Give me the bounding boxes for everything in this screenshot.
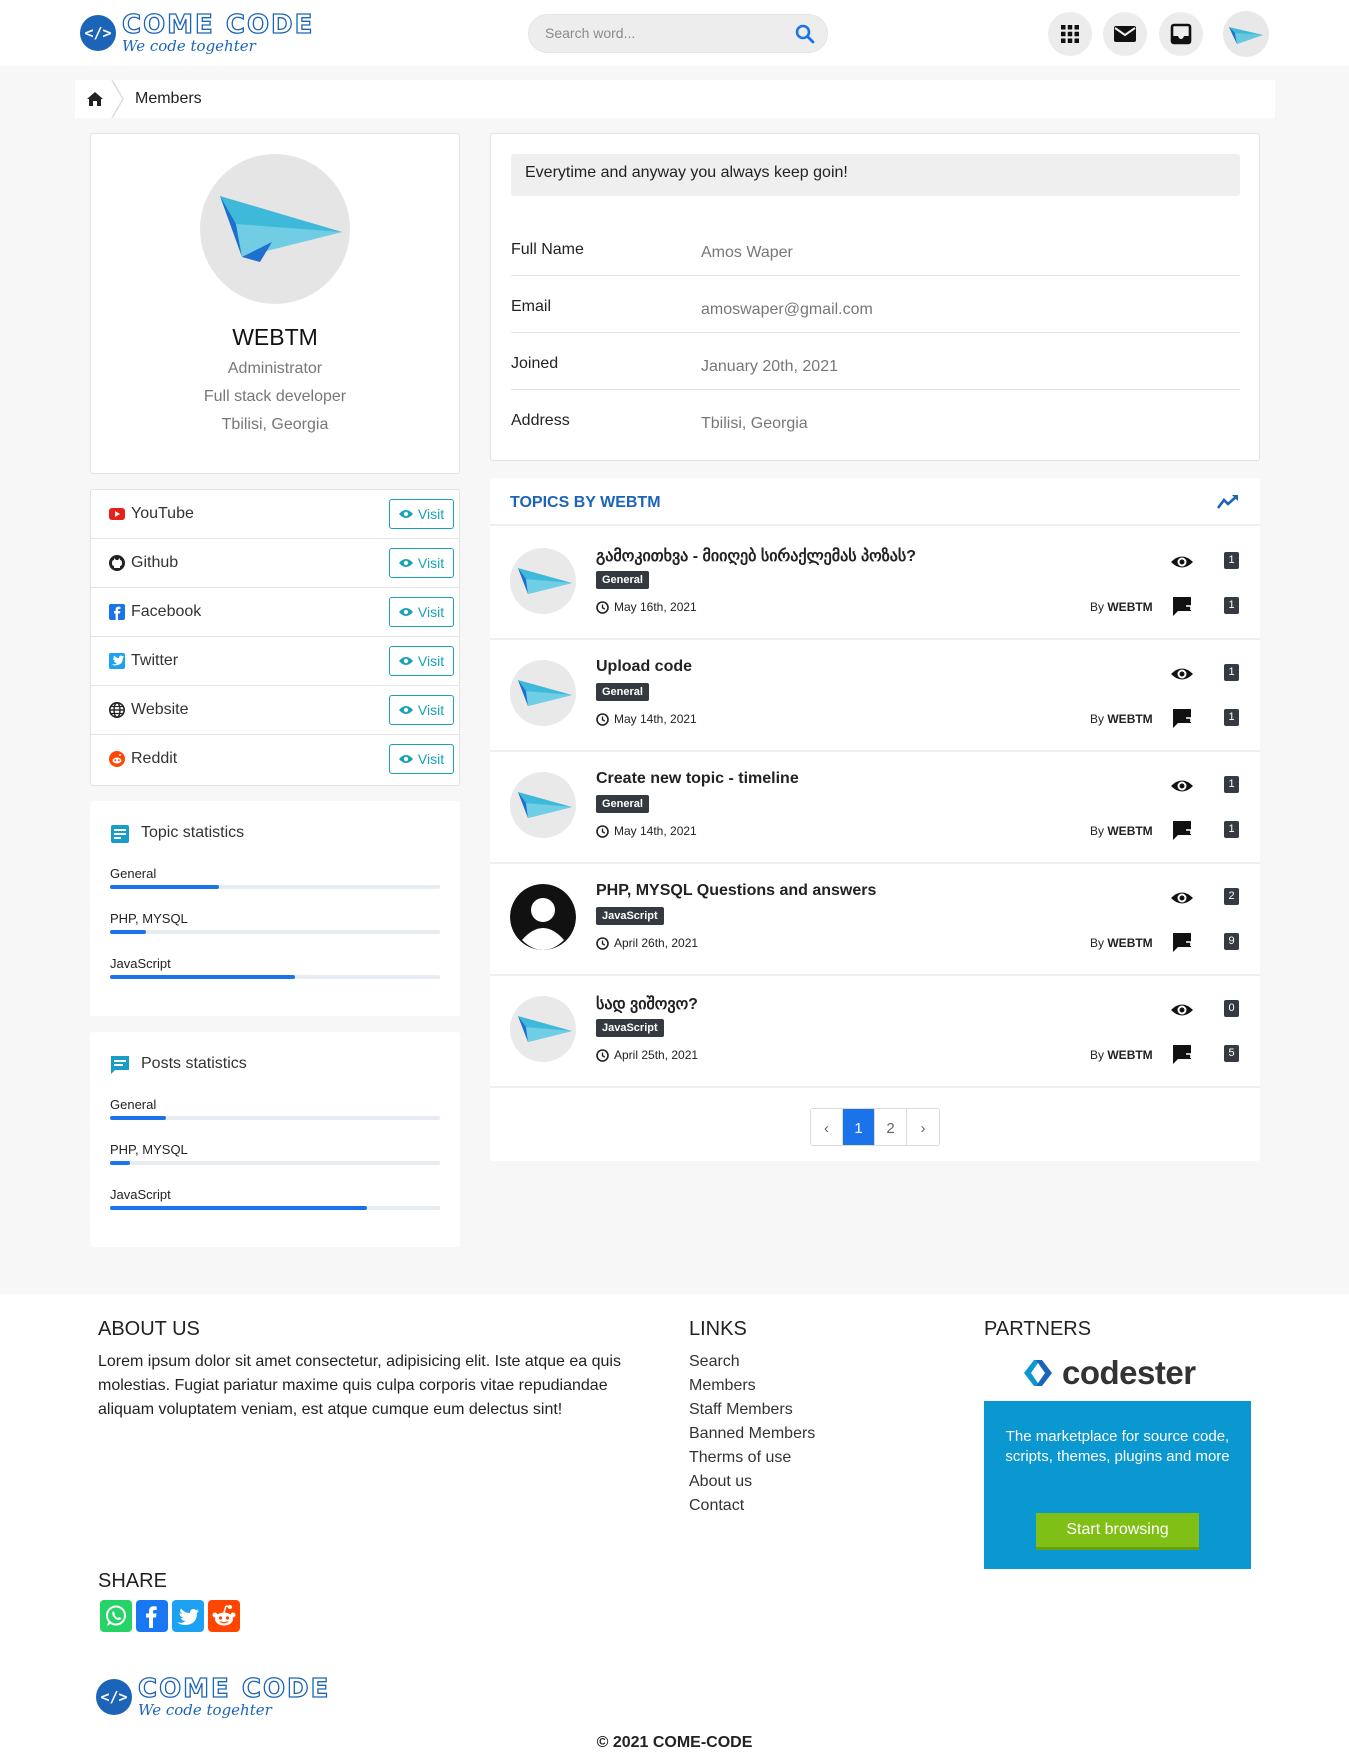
topics-header [490,478,1260,526]
paper-plane-avatar-icon [510,660,576,726]
whatsapp-icon [104,1604,128,1628]
topic-title[interactable]: PHP, MYSQL Questions and answers [596,882,877,899]
messages-button[interactable] [1103,12,1147,56]
reddit-share-button[interactable] [208,1600,240,1632]
detail-row-address [511,390,1240,447]
social-label: Twitter [131,652,179,669]
footer-link-about[interactable]: About us [689,1473,753,1490]
youtube-icon [109,506,125,522]
trending-icon[interactable] [1216,493,1240,511]
social-label: Facebook [131,603,202,620]
visit-label: Visit [417,653,445,669]
visit-label: Visit [417,604,445,620]
detail-value: January 20th, 2021 [701,358,838,375]
topic-statistics [90,801,460,1016]
posts-stats-icon [110,1055,130,1075]
topic-avatar [510,884,576,950]
user-avatar[interactable] [1223,11,1269,57]
topic-category-badge[interactable]: General [596,683,649,701]
author-name[interactable]: WEBTM [1107,936,1153,950]
footer-logo[interactable] [96,1676,330,1718]
code-badge-icon: </> [80,15,116,51]
detail-key: Joined [511,355,559,372]
topic-row[interactable] [490,976,1260,1088]
paper-plane-avatar-icon [510,772,576,838]
comments-count: 5 [1224,1045,1239,1062]
stat-label: PHP, MYSQL [110,911,188,926]
status-message: Everytime and anyway you always keep goin! [511,154,1240,196]
about-text: Lorem ipsum dolor sit amet consectetur, adipisicing elit. Iste atque ea quis molestias. Fugiat pariatur maxime quis culpa corporis vitae repudiandae aliquam voluptatem veniam, est atque cumque eum delectus sint! [98,1353,621,1418]
topic-category-badge[interactable]: General [596,571,649,589]
comments-count: 1 [1224,597,1239,614]
globe-icon [109,702,125,718]
partners-heading: PARTNERS [984,1318,1092,1340]
stat-label: General [110,1097,157,1112]
logo-tagline: We code togehter [138,1701,272,1719]
home-icon [86,91,104,107]
topic-title[interactable]: Upload code [596,658,693,675]
topic-category-badge[interactable]: JavaScript [596,907,664,925]
detail-row-email [511,276,1240,333]
twitter-share-button[interactable] [172,1600,204,1632]
visit-label: Visit [417,506,445,522]
page-2-button[interactable]: 2 [875,1109,907,1146]
clock-icon [596,713,609,726]
comments-count: 9 [1224,933,1239,950]
detail-key: Email [511,298,552,315]
views-count: 1 [1224,776,1239,793]
views-count: 0 [1224,1000,1239,1017]
author-name[interactable]: WEBTM [1107,600,1153,614]
eye-icon [399,607,413,617]
comments-count: 1 [1224,709,1239,726]
detail-key: Full Name [511,241,584,258]
footer-link-contact[interactable]: Contact [689,1497,745,1514]
clock-icon [596,825,609,838]
inbox-button[interactable] [1159,12,1203,56]
eye-icon [399,705,413,715]
social-item-youtube [91,490,459,539]
views-count: 1 [1224,664,1239,681]
breadcrumb-home[interactable] [75,80,115,118]
topic-title[interactable]: სად ვიშოვო? [596,996,698,1013]
codester-logo[interactable] [1022,1354,1196,1392]
topic-category-badge[interactable]: General [596,795,649,813]
topic-avatar [510,996,576,1062]
stat-label: JavaScript [110,1187,171,1202]
comments-count: 1 [1224,821,1239,838]
detail-value: Tbilisi, Georgia [701,415,808,432]
topics-card [490,478,1260,1161]
views-eye-icon [1170,774,1194,798]
topic-author [1090,1048,1153,1062]
about-heading: ABOUT US [98,1318,200,1340]
profile-role: Administrator [227,360,323,377]
visit-button[interactable] [389,695,454,725]
topic-avatar [510,660,576,726]
views-eye-icon [1170,886,1194,910]
stat-label: JavaScript [110,956,171,971]
site-header [0,0,1349,66]
topic-date-text: May 16th, 2021 [614,600,697,614]
topic-author [1090,712,1153,726]
social-label: YouTube [131,505,194,522]
topic-stats-icon [110,824,130,844]
stat-bar [110,1206,440,1210]
breadcrumb-separator [111,80,125,118]
footer-link-banned[interactable]: Banned Members [689,1425,816,1442]
stat-bar [110,975,440,979]
views-count: 2 [1224,888,1239,905]
comments-icon [1170,930,1194,954]
social-item-facebook [91,588,459,637]
profile-card [90,133,460,474]
topic-category-badge[interactable]: JavaScript [596,1019,664,1037]
topic-date [596,600,697,614]
visit-label: Visit [417,751,445,767]
topic-date-text: May 14th, 2021 [614,712,697,726]
social-label: Website [131,701,189,718]
stat-label: PHP, MYSQL [110,1142,188,1157]
pagination [810,1108,940,1146]
topic-row[interactable] [490,528,1260,640]
topic-date [596,1048,698,1062]
profile-username: WEBTM [232,324,318,350]
visit-button[interactable] [389,646,454,676]
comments-icon [1170,594,1194,618]
comments-icon [1170,1042,1194,1066]
partner-text: The marketplace for source code, scripts, themes, plugins and more [1005,1428,1230,1465]
author-name[interactable]: WEBTM [1107,824,1153,838]
social-item-twitter [91,637,459,686]
logo-tagline: We code togehter [122,37,256,55]
comments-icon [1170,818,1194,842]
profile-avatar [200,154,350,304]
footer-link-terms[interactable]: Therms of use [689,1449,792,1466]
eye-icon [399,509,413,519]
topic-date-text: May 14th, 2021 [614,824,697,838]
site-logo[interactable] [80,12,314,54]
detail-value: amoswaper@gmail.com [701,301,873,318]
topic-title[interactable]: Create new topic - timeline [596,770,799,787]
views-count: 1 [1224,552,1239,569]
eye-icon [399,754,413,764]
by-prefix: By [1090,712,1105,726]
visit-button[interactable] [389,499,454,529]
visit-label: Visit [417,555,445,571]
twitter-icon [109,653,125,669]
clock-icon [596,601,609,614]
visit-button[interactable] [389,548,454,578]
eye-icon [399,558,413,568]
by-prefix: By [1090,936,1105,950]
topics-heading: TOPICS BY WEBTM [510,494,661,511]
comments-icon [1170,706,1194,730]
social-item-github [91,539,459,588]
by-prefix: By [1090,824,1105,838]
site-footer [0,1294,1349,1764]
topic-avatar [510,772,576,838]
social-item-website [91,686,459,735]
paper-plane-avatar-icon [510,996,576,1062]
paper-plane-avatar-icon [200,154,350,304]
by-prefix: By [1090,600,1105,614]
inbox-icon [1170,23,1192,45]
codester-mark-icon [1022,1358,1056,1388]
partner-banner[interactable] [984,1401,1251,1569]
profile-title: Full stack developer [203,388,347,405]
visit-button[interactable] [389,597,454,627]
footer-link-members[interactable]: Members [689,1377,756,1394]
code-badge-icon: </> [96,1679,132,1715]
author-name[interactable]: WEBTM [1107,1048,1153,1062]
topic-date [596,712,697,726]
views-eye-icon [1170,550,1194,574]
breadcrumb-current: Members [135,90,202,107]
author-name[interactable]: WEBTM [1107,712,1153,726]
topic-row[interactable] [490,864,1260,976]
codester-name: codester [1062,1354,1196,1391]
detail-key: Address [511,412,570,429]
visit-label: Visit [417,702,445,718]
search-icon[interactable] [793,22,817,46]
stat-bar [110,1116,440,1120]
footer-link-staff[interactable]: Staff Members [689,1401,793,1418]
posts-stats-title: Posts statistics [141,1055,247,1072]
by-prefix: By [1090,1048,1105,1062]
details-card [490,133,1260,461]
mail-icon [1113,24,1137,44]
apps-grid-icon [1060,24,1080,44]
social-item-reddit [91,735,459,784]
topic-date [596,824,697,838]
search-input[interactable] [545,25,775,41]
visit-button[interactable] [389,744,454,774]
topic-author [1090,936,1153,950]
paper-plane-avatar-icon [510,548,576,614]
topic-avatar [510,548,576,614]
social-label: Github [131,554,179,571]
stat-bar [110,885,440,889]
logo-wordmark: COME CODE [122,10,315,40]
detail-row-joined [511,333,1240,390]
share-buttons [100,1600,240,1632]
reddit-icon [211,1604,237,1628]
topic-title[interactable]: გამოკითხვა - მიიღებ სირაქლემას პოზას? [596,548,916,565]
page-1-button[interactable]: 1 [843,1109,875,1146]
footer-link-search[interactable]: Search [689,1353,740,1370]
stat-bar [110,1161,440,1165]
facebook-icon [109,604,125,620]
search-box [528,14,828,53]
facebook-share-button[interactable] [136,1600,168,1632]
topic-date-text: April 26th, 2021 [614,936,699,950]
topic-date-text: April 25th, 2021 [614,1048,699,1062]
social-links [90,489,460,786]
paper-plane-avatar-icon [1223,11,1269,57]
whatsapp-share-button[interactable] [100,1600,132,1632]
social-label: Reddit [131,750,178,767]
github-icon [109,555,125,571]
detail-value: Amos Waper [701,244,793,261]
topic-author [1090,600,1153,614]
stat-label: General [110,866,157,881]
logo-wordmark: COME CODE [138,1674,331,1704]
copyright: © 2021 COME-CODE [596,1734,753,1751]
clock-icon [596,1049,609,1062]
detail-row-fullname [511,219,1240,276]
stat-bar [110,930,440,934]
page-prev-button[interactable]: ‹ [811,1109,843,1146]
links-heading: LINKS [689,1318,747,1340]
posts-statistics [90,1032,460,1247]
topic-row[interactable] [490,640,1260,752]
topic-stats-title: Topic statistics [141,824,245,841]
topic-author [1090,824,1153,838]
topic-row[interactable] [490,752,1260,864]
user-silhouette-icon [510,884,576,950]
views-eye-icon [1170,998,1194,1022]
eye-icon [399,656,413,666]
reddit-icon [109,751,125,767]
clock-icon [596,937,609,950]
share-heading: SHARE [98,1570,167,1592]
facebook-icon [142,1604,162,1628]
footer-links [689,1350,815,1518]
twitter-icon [176,1606,200,1626]
views-eye-icon [1170,662,1194,686]
start-browsing-button[interactable]: Start browsing [1036,1513,1199,1550]
topic-date [596,936,698,950]
apps-button[interactable] [1048,12,1092,56]
breadcrumb [75,80,1275,118]
profile-location: Tbilisi, Georgia [221,416,329,433]
page-next-button[interactable]: › [907,1109,939,1146]
